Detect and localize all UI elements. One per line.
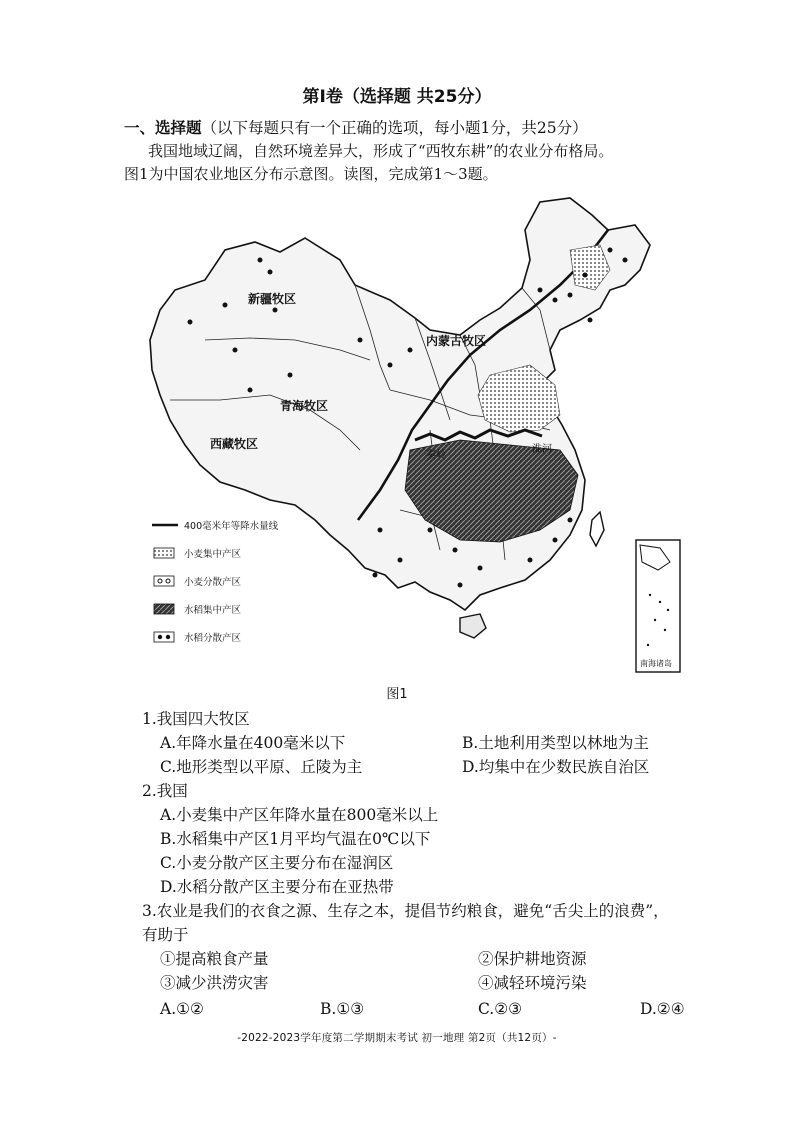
question-3-item-1: ①提高粮食产量 <box>160 950 269 968</box>
section-note: （以下每题只有一个正确的选项，每小题1分，共25分） <box>201 119 588 137</box>
figure-caption: 图1 <box>386 687 408 702</box>
section-heading <box>124 116 588 138</box>
question-3-option-d: D.②④ <box>640 1000 685 1018</box>
question-1-stem: 1.我国四大牧区 <box>142 710 250 728</box>
question-1-option-c: C.地形类型以平原、丘陵为主 <box>160 758 363 776</box>
intro-line-2: 图1为中国农业地区分布示意图。读图，完成第1～3题。 <box>124 165 498 183</box>
question-2-stem: 2.我国 <box>142 782 188 800</box>
legend-isohyet-text: 400毫米年等降水量线 <box>184 521 279 532</box>
question-3-item-4: ④减轻环境污染 <box>478 974 587 992</box>
question-1-option-a: A.年降水量在400毫米以下 <box>160 734 346 752</box>
question-3-option-c: C.②③ <box>478 1000 523 1018</box>
taiwan-island <box>590 512 604 546</box>
label-neimenggu: 内蒙古牧区 <box>426 334 487 348</box>
label-qinling: 秦岭 <box>426 450 446 461</box>
question-2-option-a: A.小麦集中产区年降水量在800毫米以上 <box>160 806 439 824</box>
label-qinghai: 青海牧区 <box>280 399 329 413</box>
map-legend <box>152 520 279 644</box>
china-agriculture-map <box>130 190 682 680</box>
legend-rice-concentrated-text: 水稻集中产区 <box>184 605 242 616</box>
intro-line-1: 我国地域辽阔，自然环境差异大，形成了“西牧东耕”的农业分布格局。 <box>148 142 614 160</box>
legend-rice-concentrated-icon <box>154 604 174 614</box>
legend-wheat-concentrated-icon <box>154 548 174 558</box>
question-1-option-b: B.土地利用类型以林地为主 <box>462 734 649 752</box>
label-huaihe: 淮河 <box>532 444 552 455</box>
question-3-stem-line2: 有助于 <box>142 926 189 944</box>
section-head: 一、选择题 <box>124 119 202 137</box>
nanhai-inset <box>636 540 680 672</box>
page-title: 第Ⅰ卷（选择题 共25分） <box>302 87 492 107</box>
page-footer: -2022-2023学年度第二学期期末考试 初一地理 第2页（共12页）- <box>237 1032 557 1044</box>
question-1-option-d: D.均集中在少数民族自治区 <box>462 758 650 776</box>
label-xizang: 西藏牧区 <box>210 437 259 451</box>
question-2-option-b: B.水稻集中产区1月平均气温在0℃以下 <box>160 830 431 848</box>
hainan-island <box>460 614 486 638</box>
question-3-option-b: B.①③ <box>320 1000 365 1018</box>
question-3-item-3: ③减少洪涝灾害 <box>160 974 269 992</box>
question-3-stem-line1: 3.农业是我们的衣食之源、生存之本，提倡节约粮食，避免“舌尖上的浪费”， <box>142 902 669 920</box>
question-3-item-2: ②保护耕地资源 <box>478 950 587 968</box>
legend-wheat-scattered-text: 小麦分散产区 <box>184 577 242 588</box>
question-2-option-d: D.水稻分散产区主要分布在亚热带 <box>160 878 394 896</box>
label-nanhai: 南海诸岛 <box>640 659 672 668</box>
legend-wheat-concentrated-text: 小麦集中产区 <box>184 549 242 560</box>
legend-rice-scattered-text: 水稻分散产区 <box>184 633 242 644</box>
legend-rice-scattered-icon <box>154 632 174 642</box>
question-2-option-c: C.小麦分散产区主要分布在湿润区 <box>160 854 394 872</box>
question-3-option-a: A.①② <box>160 1000 204 1018</box>
label-xinjiang: 新疆牧区 <box>248 292 297 306</box>
legend-wheat-scattered-icon <box>154 576 174 586</box>
